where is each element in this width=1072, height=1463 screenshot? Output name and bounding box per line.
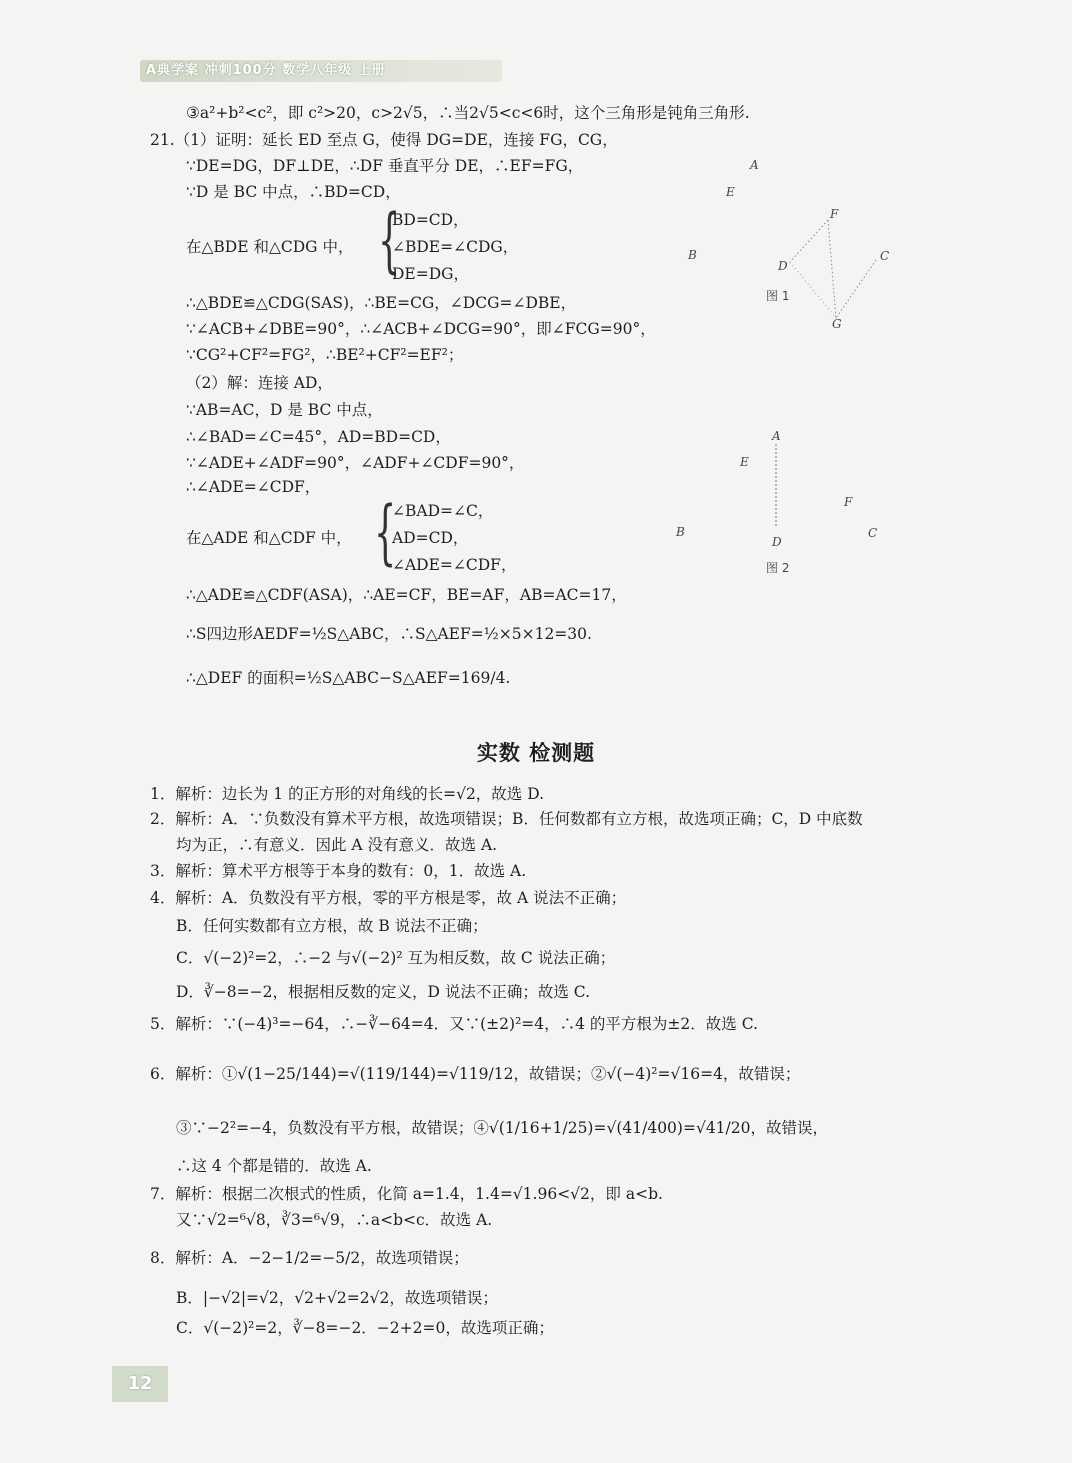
text-line: ∴∠BAD=∠C=45°，AD=BD=CD，	[186, 428, 451, 446]
text-line: AD=CD，	[392, 529, 469, 547]
fig2-label-f: F	[844, 495, 853, 509]
answer-line: C．√(−2)²=2，∛−8=−2．−2+2=0，故选项正确；	[176, 1319, 554, 1337]
fig1-line-fd	[790, 220, 828, 262]
geometry-figure-2	[670, 420, 910, 585]
page-number: 12	[112, 1366, 168, 1402]
text-line: 在△BDE 和△CDG 中，	[186, 238, 354, 256]
text-line: ∵∠ACB+∠DBE=90°，∴∠ACB+∠DCG=90°，即∠FCG=90°，	[186, 320, 656, 338]
text-line: ∠BAD=∠C，	[392, 502, 494, 520]
text-line: ∠BDE=∠CDG，	[392, 238, 519, 256]
fig1-line-fg	[828, 220, 836, 318]
fig1-line-dg	[790, 262, 836, 318]
text-line: ∵D 是 BC 中点，∴BD=CD，	[186, 183, 401, 201]
brace: {	[374, 491, 397, 573]
fig2-label-b: B	[676, 525, 685, 539]
text-line: ∵AB=AC，D 是 BC 中点，	[186, 401, 383, 419]
fig2-caption: 图 2	[766, 561, 790, 575]
fig1-label-e: E	[726, 185, 735, 199]
fig1-label-c: C	[880, 249, 890, 263]
answer-line: 7．解析：根据二次根式的性质，化简 a=1.4，1.4=√1.96<√2，即 a<b.	[150, 1185, 663, 1203]
answer-line: B．任何实数都有立方根，故 B 说法不正确；	[176, 917, 488, 935]
answer-line: C．√(−2)²=2，∴−2 与√(−2)² 互为相反数，故 C 说法正确；	[176, 949, 616, 967]
brace: {	[378, 199, 401, 281]
text-line: BD=CD，	[392, 211, 469, 229]
text-line: ∴△DEF 的面积=½S△ABC−S△AEF=169/4.	[186, 669, 511, 687]
text-line: ③a²+b²<c²，即 c²>20，c>2√5，∴当2√5<c<6时，这个三角形是钝角三角形.	[186, 104, 750, 122]
fig1-label-d: D	[778, 259, 788, 273]
fig1-line-cg	[836, 260, 876, 318]
answer-line: 均为正，∴有意义．因此 A 没有意义．故选 A.	[176, 836, 498, 854]
fig2-label-e: E	[740, 455, 749, 469]
section-title: 实数 检测题	[476, 741, 596, 765]
text-line: ∴△ADE≌△CDF(ASA)，∴AE=CF，BE=AF，AB=AC=17，	[186, 586, 627, 604]
fig2-label-d: D	[772, 535, 782, 549]
fig2-label-c: C	[868, 526, 878, 540]
fig2-label-a: A	[772, 429, 781, 443]
text-line: 在△ADE 和△CDF 中，	[186, 529, 352, 547]
text-line: ∴S四边形AEDF=½S△ABC，∴S△AEF=½×5×12=30.	[186, 625, 592, 643]
text-line: ∵CG²+CF²=FG²，∴BE²+CF²=EF²；	[186, 346, 464, 364]
text-line: ∴∠ADE=∠CDF，	[186, 478, 321, 496]
answer-line: ∴这 4 个都是错的．故选 A.	[176, 1157, 372, 1175]
answer-line: 5．解析：∵(−4)³=−64，∴−∛−64=4．又∵(±2)²=4，∴4 的平方根为±2．故选 C.	[150, 1015, 758, 1033]
answer-line: D．∛−8=−2，根据相反数的定义，D 说法不正确；故选 C.	[176, 983, 591, 1001]
answer-line: 4．解析：A．负数没有平方根，零的平方根是零，故 A 说法不正确；	[150, 889, 627, 907]
header-banner: A典学案 冲刺100分 数学八年级 上册	[140, 60, 502, 82]
geometry-figure-1	[670, 150, 910, 340]
fig1-label-a: A	[750, 158, 759, 172]
answer-line: 8．解析：A．−2−1/2=−5/2，故选项错误；	[150, 1249, 469, 1267]
text-line: ∴△BDE≌△CDG(SAS)，∴BE=CG，∠DCG=∠DBE，	[186, 294, 577, 312]
text-line: （2）解：连接 AD，	[186, 374, 333, 392]
text-line: ∠ADE=∠CDF，	[392, 556, 517, 574]
answer-line: 又∵√2=⁶√8，∛3=⁶√9，∴a<b<c．故选 A.	[176, 1211, 493, 1229]
answer-line: 1．解析：边长为 1 的正方形的对角线的长=√2，故选 D.	[150, 785, 545, 803]
text-line: ∵∠ADE+∠ADF=90°，∠ADF+∠CDF=90°，	[186, 454, 525, 472]
text-line: ∵DE=DG，DF⊥DE，∴DF 垂直平分 DE，∴EF=FG，	[186, 157, 584, 175]
fig1-label-b: B	[688, 248, 697, 262]
fig1-label-g: G	[832, 317, 842, 331]
answer-line: ③∵−2²=−4，负数没有平方根，故错误；④√(1/16+1/25)=√(41/400)=√41/20，故错误，	[176, 1119, 828, 1137]
fig1-label-f: F	[830, 207, 839, 221]
text-line: DE=DG，	[392, 265, 470, 283]
answer-line: 6．解析：①√(1−25/144)=√(119/144)=√119/12，故错误；②√(−4)²=√16=4，故错误；	[150, 1065, 801, 1083]
answer-line: 2．解析：A．∵负数没有算术平方根，故选项错误；B．任何数都有立方根，故选项正确；C，D 中底数	[150, 810, 863, 828]
answer-line: 3．解析：算术平方根等于本身的数有：0，1．故选 A.	[150, 862, 527, 880]
text-line: 21.（1）证明：延长 ED 至点 G，使得 DG=DE，连接 FG，CG，	[150, 131, 618, 149]
answer-line: B．|−√2|=√2，√2+√2=2√2，故选项错误；	[176, 1289, 498, 1307]
fig1-caption: 图 1	[766, 289, 790, 303]
